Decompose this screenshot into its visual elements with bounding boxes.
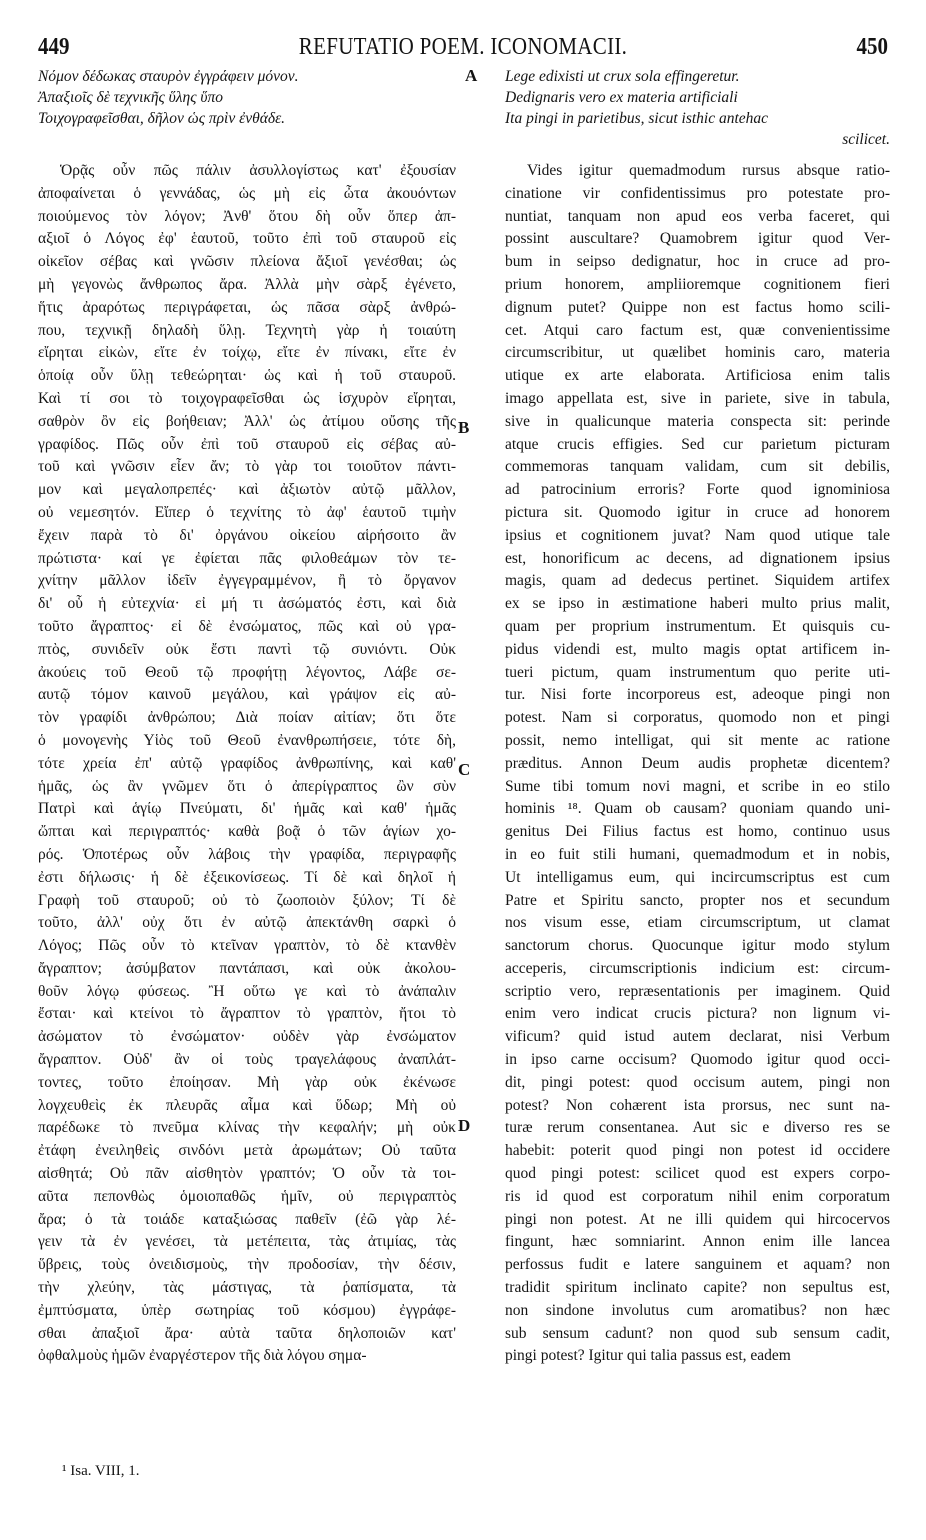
greek-text-line: ἀσώματον τὸ ἐνσώματον· οὐδὲν γὰρ ἐνσώματον xyxy=(38,1028,456,1046)
latin-text-line: circumscribitur, ut quælibet hominis caro, materia xyxy=(505,344,890,362)
greek-text-line: ὀφθαλμοὺς ἡμῶν ἐναργέστερον τῆς διὰ λόγου σημα- xyxy=(38,1347,367,1365)
latin-text-line: cinatione vir confidentissimus pro potestate pro- xyxy=(505,184,890,202)
latin-text-line: genitus Dei Filius factus est homo, continuo usus xyxy=(505,823,890,841)
greek-text-line: ἐτάφη ἐνειληθεὶς σινδόνι μετὰ ἀρωμάτων; Οὐ ταῦτα xyxy=(38,1142,456,1160)
margin-marker-a: A xyxy=(465,66,478,85)
page-number-right: 450 xyxy=(856,32,888,60)
margin-marker-d: D xyxy=(458,1116,471,1135)
greek-text-line: οἰκεῖον σέβας καὶ γνῶσιν πλείονα ἄξιοῖ γενέσθαι; ὡς xyxy=(38,253,456,271)
latin-text-line: in eo fuit stili humani, quemadmodum et in nobis, xyxy=(505,845,890,863)
page-number-left: 449 xyxy=(38,32,70,60)
latin-text-line: utique ex arte elaborata. Artificiosa enim talis xyxy=(505,367,890,385)
greek-text-line: γραφίδος. Πῶς οὖν ἐπὶ τοῦ σταυροῦ εἰς σέβας αὐ- xyxy=(38,435,456,453)
greek-text-line: παρέδωκε τὸ πνεῦμα κλίνας τὴν κεφαλήν; μὴ οὐκ xyxy=(38,1119,456,1137)
margin-marker-c: C xyxy=(458,760,471,779)
greek-text-line: ποιούμενος τὸν λόγον; Ἀνθ' ὅτου δὴ οὖν ὅπερ ἀπ- xyxy=(38,207,456,225)
greek-text-line: μον καὶ μεγαλοπρεπές· καὶ ἀξιωτὸν αὐτῷ μᾶλλον, xyxy=(38,481,456,499)
latin-text-line: possit, nemo intelligat, qui sit mente ac ratione xyxy=(505,731,890,749)
latin-text-line: pidus videndi est, multo magis optat artificem in- xyxy=(505,640,890,658)
greek-text-line: ρός. Ὁποτέρως οὖν λάβοις τὴν γραφίδα, περιγραφῆς xyxy=(38,845,456,863)
greek-text-line: ὤπται καὶ περιγραπτός· καθὰ βοᾷ ὁ τῶν ἁγίων χο- xyxy=(38,823,456,841)
latin-text-line: magis, quam ad dedecus pertinet. Siquidem artifex xyxy=(505,572,890,590)
latin-text-line: pictura sit. Quomodo igitur in cruce ad honorem xyxy=(505,503,890,521)
greek-text-line: χνίτην μᾶλλον ἰδεῖν ἐγγεγραμμένον, ἢ τὸ ὄργανον xyxy=(38,572,456,590)
greek-text-line: αξιοῖ ὁ Λόγος ἐφ' ἑαυτοῦ, τοῦτο ἐπὶ τοῦ σταυροῦ εἰς xyxy=(38,230,456,248)
greek-text-line: αἰσθητά; Οὐ πᾶν αἰσθητὸν γραπτόν; Ὁ οὖν τὰ τοι- xyxy=(38,1165,456,1183)
latin-text-line: atque crucis effigies. Sed cur parietum picturam xyxy=(505,435,890,453)
greek-text-line: αῦτα πεπονθὼς ὁμοιοπαθῶς ἡμῖν, οὐ περιγραπτὸς xyxy=(38,1187,456,1205)
latin-text-line: vificum? quid istud autem declarat, nisi Verbum xyxy=(505,1028,890,1046)
greek-text-line: ἡμᾶς, ὡς ἂν γνῶμεν ὅτι ὁ ἀπερίγραπτος ὢν σὺν xyxy=(38,777,456,795)
greek-text-line: θοῦν λόγῳ φύσεως. Ἢ οὕτω γε καὶ τὸ ἀνάπαλιν xyxy=(38,982,456,1000)
greek-text-line: ἔχειν παρὰ τὸ δι' ὀργάνου οἰκείου αἱρήσοιτο ἂν xyxy=(38,526,456,544)
latin-verse-line: Dedignaris vero ex materia artificiali xyxy=(505,89,738,106)
footnote: ¹ Isa. VIII, 1. xyxy=(62,1463,140,1479)
latin-text-line: pingi potest? Igitur qui talia passus est, eadem xyxy=(505,1347,791,1365)
greek-text-line: ἥτις ἀραρότως περιγράφεται, ὡς πᾶσα σὰρξ ἀνθρώ- xyxy=(38,298,456,316)
latin-text-line: sub sensum cadunt? non quod sub sensum cadit, xyxy=(505,1324,890,1342)
greek-text-line: ὕβρεις, τοὺς ὀνειδισμοὺς, τὴν προδοσίαν, τὴν δέσιν, xyxy=(38,1256,456,1274)
latin-text-line: non sindone involutus cum aromatibus? non hæc xyxy=(505,1301,890,1319)
latin-text-line: acceperis, circumscriptionis indicium est: circum- xyxy=(505,959,890,977)
latin-text-line: potest. Nam si corporatus, quomodo non et pingi xyxy=(505,709,890,727)
latin-text-line: nos visum esse, etiam circumscriptum, ut clamat xyxy=(505,914,890,932)
running-header xyxy=(0,30,926,62)
latin-text-line: possint auscultare? Quamobrem igitur quod Ver- xyxy=(505,230,890,248)
greek-text-line: Καὶ τί σοι τὸ τοιχογραφεῖσθαι ὡς ἰσχυρὸν εἴρηται, xyxy=(38,389,456,407)
greek-text-line: τοντες, τοῦτο ἐποίησαν. Μὴ γὰρ οὐκ ἐκένωσε xyxy=(38,1073,456,1091)
latin-text-line: fingunt, hæc somniarint. Annon enim ille lancea xyxy=(505,1233,890,1251)
greek-text-line: πρώτιστα· καί γε ἐφίεται πᾶς φιλοθεάμων τὸν τε- xyxy=(38,549,456,567)
latin-verse-line: Lege edixisti ut crux sola effingeretur. xyxy=(505,68,740,85)
latin-text-line: Patre et Spiritu sancto, propter nos et secundum xyxy=(505,891,890,909)
greek-text-line: πτὸς, συνιδεῖν οὐκ ἔστι παντὶ τῷ συνιόντι. Οὐκ xyxy=(38,640,456,658)
latin-text-line: ipsius et cognitionem juvat? Nam quod utique tale xyxy=(505,526,890,544)
latin-text-column xyxy=(505,160,890,1368)
latin-text-line: potest? Non cohærent ista prorsus, nec sunt na- xyxy=(505,1096,890,1114)
greek-text-line: λογχευθεὶς ἐκ πλευρᾶς αἷμα καὶ ὕδωρ; Μὴ οὐ xyxy=(38,1096,456,1114)
greek-text-line: τότε χρεία ἐπ' αὐτῷ γραφίδος ἀνθρωπίνης, καὶ καθ' xyxy=(38,754,456,772)
greek-text-line: ἀκούεις τοῦ Θεοῦ τῷ προφήτῃ λέγοντος, Λάβε σε- xyxy=(38,663,456,681)
latin-text-line: commemoras tanquam validam, cum sit debilis, xyxy=(505,458,890,476)
latin-text-line: dit, pingi potest: quod occisum autem, pingi non xyxy=(505,1073,890,1091)
latin-text-line: Vides igitur quemadmodum rursus absque ratio- xyxy=(527,162,890,179)
latin-text-line: sanctorum chorus. Quocunque igitur modo stylum xyxy=(505,937,890,955)
greek-text-line: που, τεχνικῇ δηλαδὴ ὕλῃ. Τεχνητὴ γὰρ ἡ τοιαύτη xyxy=(38,321,456,339)
greek-text-line: ἀποφαίνεται ὁ γεννάδας, ὡς μὴ εἰς ὦτα ἀκουόντων xyxy=(38,184,456,202)
greek-text-column xyxy=(38,160,456,1368)
latin-text-line: ex se ipso in æstimatione haberi multo prius malit, xyxy=(505,595,890,613)
greek-text-line: ἐμπτύσματα, ὑπὲρ σωτηρίας τοῦ κόσμου) ἐγγράφε- xyxy=(38,1301,456,1319)
latin-text-line: cet. Atqui caro factum est, quæ convenientissime xyxy=(505,321,890,339)
latin-text-line: in ipso carne occisum? Quomodo igitur quod occi- xyxy=(505,1051,890,1069)
greek-text-line: εἴρηται εἰκὼν, εἴτε ἐν τοίχῳ, εἴτε ἐν πίνακι, εἴτε ἐν xyxy=(38,344,456,362)
running-title: REFUTATIO POEM. ICONOMACII. xyxy=(298,32,628,60)
greek-text-line: τοῦτο, ἀλλ' οὐχ ὅτι ἐν αὐτῷ ἀπεκτάνθη σαρκὶ ὁ xyxy=(38,914,456,932)
latin-text-line: pingi non potest. At ne illi quidem qui hircocervos xyxy=(505,1210,890,1228)
latin-text-line: dignum putet? Quippe non est factus homo scili- xyxy=(505,298,890,316)
greek-verse-line: Τοιχογραφεῖσθαι, δῆλον ὡς πρὶν ἐνθάδε. xyxy=(38,110,286,127)
latin-text-line: sive in qualicunque materia conspecta sit: perinde xyxy=(505,412,890,430)
latin-text-line: est, honorificum ac decens, ad dignationem ipsius xyxy=(505,549,890,567)
greek-text-line: ἄγραπτον; ἀσύμβατον παντάπασι, καὶ οὐκ ἀκολου- xyxy=(38,959,456,977)
greek-text-line: ἄγραπτον. Οὐδ' ἂν οἱ τοὺς τραγελάφους ἀναπλάτ- xyxy=(38,1051,456,1069)
greek-text-line: τὴν χλεύην, τὰς μάστιγας, τὰ ῥαπίσματα, τὰ xyxy=(38,1279,456,1297)
greek-verse xyxy=(38,66,458,129)
greek-verse-line: Ἀπαξιοῖς δὲ τεχνικῆς ὕλης ὕπο xyxy=(38,89,223,106)
greek-text-line: ὁ μονογενὴς Υἱὸς τοῦ Θεοῦ ἐνανθρωπήσειε, τότε δὴ, xyxy=(38,731,456,749)
greek-text-line: Λόγος; Πῶς οὖν τὸ κτεῖναν γραπτὸν, τὸ δὲ κτανθὲν xyxy=(38,937,456,955)
latin-text-line: quam per proprium instrumentum. Et quisquis cu- xyxy=(505,617,890,635)
latin-text-line: nuntiat, tanquam non apud eos verba faceret, qui xyxy=(505,207,890,225)
latin-verse-line: scilicet. xyxy=(842,131,890,148)
latin-text-line: prium honorem, ampliioremque cognitionem fieri xyxy=(505,275,890,293)
greek-text-line: δι' οὗ ἡ εὐτεχνία· εἰ μή τι ἀσώματός ἐστι, καὶ διὰ xyxy=(38,595,456,613)
latin-text-line: enim vero indicat crucis pictura? non lignum vi- xyxy=(505,1005,890,1023)
latin-text-line: ris id quod est corporatum nihil enim corporatum xyxy=(505,1187,890,1205)
latin-text-line: perfossus fudit e latere sanguinem et aquam? non xyxy=(505,1256,890,1274)
greek-text-line: ἄρα; ὁ τὰ τοιάδε καταξιώσας παθεῖν (ἐῶ γὰρ λέ- xyxy=(38,1210,456,1228)
latin-text-line: tur. Nisi forte incorporeus est, adeoque pingi non xyxy=(505,686,890,704)
latin-text-line: habebit: poterit quod pingi non potest id occidere xyxy=(505,1142,890,1160)
latin-text-line: hominis ¹⁸. Quam ob causam? quoniam quando uni- xyxy=(505,800,890,818)
greek-text-line: ἐστι δήλωσις· ἡ δὲ ἐξεικονίσεως. Τί δὲ καὶ δηλοῖ ἡ xyxy=(38,868,456,886)
greek-verse-line: Νόμον δέδωκας σταυρὸν ἐγγράφειν μόνον. xyxy=(38,68,299,85)
greek-text-line: ἔσται· καὶ κτείνοι τὸ ἄγραπτον τὸ γραπτὸν, ἤτοι τὸ xyxy=(38,1005,456,1023)
greek-text-line: ὁποίᾳ οὖν ὕλῃ τεθεώρηται· ὡς καὶ ἡ τοῦ σταυροῦ. xyxy=(38,367,456,385)
greek-text-line: σθαι ἀπαξιοῖ ἄρα· αὐτὰ ταῦτα δηλοποιῶν κατ' xyxy=(38,1324,456,1342)
greek-text-line: σαθρὸν ὂν εἰς βοήθειαν; Ἀλλ' ὡς ἀτίμου οὔσης τῆς xyxy=(38,412,456,430)
greek-text-line: τοῦ καὶ γνῶσιν εἶεν ἄν; τὸ γὰρ τοι τοιοῦτον πάντι- xyxy=(38,458,456,476)
latin-text-line: quod pingi potest: scilicet quod est expers corpo- xyxy=(505,1165,890,1183)
latin-text-line: Ut intelligamus eum, qui incircumscriptus est cum xyxy=(505,868,890,886)
latin-text-line: tueri pictum, quam instrumentum quo perite uti- xyxy=(505,663,890,681)
latin-verse xyxy=(505,66,890,150)
latin-text-line: turæ rerum consentanea. Aut sic e diverso res se xyxy=(505,1119,890,1137)
latin-text-line: tradidit spiritum inclinato capite? non sepultus est, xyxy=(505,1279,890,1297)
greek-text-line: τοῦτο ἄγραπτος· εἰ δὲ ἐνσώματος, πῶς καὶ οὐ γρα- xyxy=(38,617,456,635)
greek-text-line: γειν τὰ ἐν γενέσει, τὰ μετέπειτα, τὰς ἀτιμίας, τὰς xyxy=(38,1233,456,1251)
greek-text-line: Ὁρᾷς οὖν πῶς πάλιν ἀσυλλογίστως κατ' ἐξουσίαν xyxy=(60,162,456,179)
latin-text-line: bum in seipso dedignatur, hoc in cruce ad pro- xyxy=(505,253,890,271)
greek-text-line: αυτῷ τόμον καινοῦ μεγάλου, καὶ γράψον εἰς αὐ- xyxy=(38,686,456,704)
greek-text-line: μὴ γεγονὼς ἄνθρωπος ἄρα. Ἀλλὰ μὴν σὰρξ ἐγένετο, xyxy=(38,275,456,293)
latin-verse-line: Ita pingi in parietibus, sicut isthic antehac xyxy=(505,110,769,127)
greek-text-line: τὸν γραφίδι ἀνθρώπου; Διὰ ποίαν αἰτίαν; ὅτι ὅτε xyxy=(38,709,456,727)
greek-text-line: οὐ νεμεσητόν. Εἴπερ ὁ τεχνίτης τὸ ἀφ' ἑαυτοῦ τιμὴν xyxy=(38,503,456,521)
latin-text-line: scriptio vero, repræsentationis per imaginem. Quid xyxy=(505,982,890,1000)
greek-text-line: Πατρὶ καὶ ἁγίῳ Πνεύματι, δι' ἡμᾶς καὶ καθ' ἡμᾶς xyxy=(38,800,456,818)
margin-marker-b: B xyxy=(458,418,470,437)
greek-text-line: Γραφὴ τοῦ σταυροῦ; οὐ τὸ ζωοποιὸν ξύλον; Τί δὲ xyxy=(38,891,456,909)
latin-text-line: ad patrocinium erroris? Forte quod ignominiosa xyxy=(505,481,890,499)
latin-text-line: Sume tibi tomum novi magni, et scribe in eo stilo xyxy=(505,777,890,795)
latin-text-line: imago appellata est, sive in pariete, sive in tabula, xyxy=(505,389,890,407)
latin-text-line: præditus. Annon Deum audis prophetæ dicentem? xyxy=(505,754,890,772)
